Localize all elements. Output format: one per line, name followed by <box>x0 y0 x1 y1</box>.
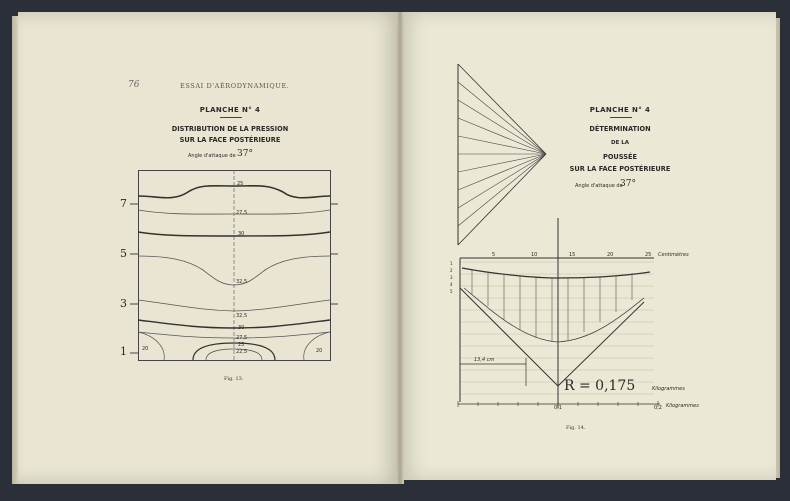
y-label-1: 1 <box>120 345 127 358</box>
left-angle-label: Angle d'attaque de <box>188 153 236 159</box>
pressure-contour-chart <box>138 170 333 362</box>
bottom-scale-0-2: 0,2 <box>654 405 662 411</box>
right-angle-value: 37° <box>620 179 636 189</box>
y-label-5: 5 <box>120 247 127 260</box>
right-figure-caption: Fig. 14. <box>566 425 586 431</box>
left-plate-title: PLANCHE N° 4 <box>199 106 261 114</box>
contour-label-20-left: 20 <box>142 346 149 352</box>
scale-label-25: 25 <box>645 252 652 258</box>
page-number: 76 <box>128 80 140 90</box>
left-scale-4: 4 <box>450 282 453 287</box>
right-angle-label: Angle d'attaque de <box>575 183 623 189</box>
book-gutter <box>396 12 404 484</box>
right-subtitle-line3: POUSSÉE <box>602 153 637 161</box>
left-scale-3: 3 <box>450 275 453 280</box>
right-subtitle-line2: DE LA <box>611 140 629 146</box>
running-head: ESSAI D'AÉRODYNAMIQUE. <box>180 82 290 90</box>
contour-label-32-5-a: 32,5 <box>236 279 248 285</box>
bottom-scale-0-1: 0,1 <box>554 405 562 411</box>
dimension-label: 13,4 cm <box>474 357 495 363</box>
right-plate-title: PLANCHE N° 4 <box>589 106 651 114</box>
contour-label-25-top: 25 <box>237 181 244 187</box>
right-subtitle-line1: DÉTERMINATION <box>589 125 651 133</box>
result-label: R = 0,175 <box>564 378 636 394</box>
scale-label-5: 5 <box>492 252 496 258</box>
left-scale-2: 2 <box>450 268 453 273</box>
left-angle-value: 37° <box>237 149 253 159</box>
left-figure-caption: Fig. 13. <box>224 376 244 382</box>
scale-label-15: 15 <box>569 252 576 258</box>
y-label-7: 7 <box>120 197 127 210</box>
result-unit: Kilogrammes <box>652 386 685 392</box>
scale-unit: Centimètres <box>658 252 689 258</box>
scale-label-10: 10 <box>531 252 538 258</box>
left-subtitle-line1: DISTRIBUTION DE LA PRESSION <box>171 125 289 133</box>
left-scale-5: 5 <box>450 289 453 294</box>
bottom-scale-unit: Kilogrammes <box>666 403 699 409</box>
scale-label-20: 20 <box>607 252 614 258</box>
contour-label-20-right: 20 <box>316 348 323 354</box>
contour-label-30-top: 30 <box>238 231 245 237</box>
contour-label-30-bottom: 30 <box>238 325 245 331</box>
left-scale-1: 1 <box>450 261 453 266</box>
left-title-rule <box>220 117 242 118</box>
contour-label-22-5: 22,5 <box>236 349 248 355</box>
contour-label-32-5-b: 32,5 <box>236 313 248 319</box>
y-label-3: 3 <box>120 297 127 310</box>
right-title-rule <box>610 117 632 118</box>
right-subtitle-line4: SUR LA FACE POSTÉRIEURE <box>569 165 671 173</box>
left-subtitle-line2: SUR LA FACE POSTÉRIEURE <box>179 136 281 144</box>
contour-label-27-5-top: 27,5 <box>236 210 248 216</box>
contour-label-27-5-bottom: 27,5 <box>236 335 248 341</box>
contour-label-25-bottom: 25 <box>238 342 245 348</box>
